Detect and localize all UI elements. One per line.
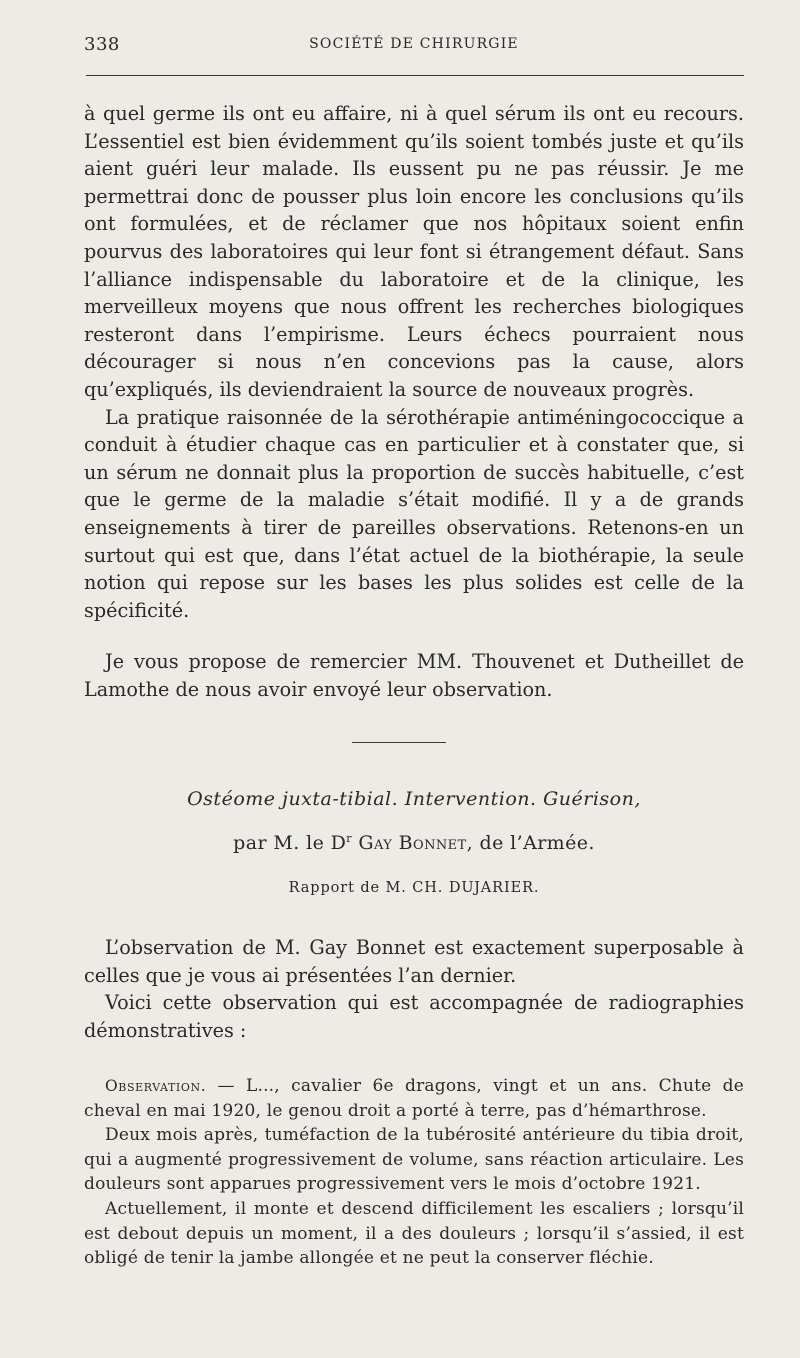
- paragraph: La pratique raisonnée de la sérothérapie antiméningococcique a conduit à étudier chaque cas en particulier et à constater que, si un sérum ne donnait plus la proportion de succès habituelle, c’est que le germe de la maladie s’était modifié. Il y a de grands enseignements à tirer de pareilles observations. Retenons-en un surtout qui est que, dans l’état actuel de la biothérapie, la seule notion qui repose sur les bases les plus solides est celle de la spécificité.: [84, 405, 744, 622]
- byline-suffix: , de l’Armée.: [466, 832, 595, 854]
- paragraph: Actuellement, il monte et descend difficilement les escaliers ; lorsqu’il est debout depuis un moment, il a des douleurs ; lorsqu’il s’assied, il est obligé de tenir la jambe allongée et ne peut la conserver fléchie.: [84, 1198, 744, 1269]
- page-header: [84, 34, 744, 60]
- report-intro: [84, 934, 744, 1044]
- paragraph: L’observation de M. Gay Bonnet est exactement superposable à celles que je vous ai présentées l’an dernier.: [84, 936, 744, 987]
- observation-first-text: — L..., cavalier 6e dragons, vingt et un ans. Chute de cheval en mai 1920, le genou droit a porté à terre, pas d’hémarthrose.: [84, 1076, 744, 1121]
- closing-remark: [84, 648, 744, 703]
- author-name: Gay Bonnet: [358, 832, 467, 854]
- paragraph: Deux mois après, tuméfaction de la tubérosité antérieure du tibia droit, qui a augmenté progressivement de volume, sans réaction articulaire. Les douleurs sont apparues progressivement vers le mois d’octobre 1921.: [84, 1125, 744, 1195]
- paragraph: à quel germe ils ont eu affaire, ni à quel sérum ils ont eu recours. L’essentiel est bien évidemment qu’ils soient tombés juste et qu’ils aient guéri leur malade. Ils eussent pu ne pas réussir. Je me permettrai donc de pousser plus loin encore les conclusions qu’ils ont formulées, et de réclamer que nos hôpitaux soient enfin pourvus des laboratoires qui leur font si étrangement défaut. Sans l’alliance indispensable du laboratoire et de la clinique, les merveilleux moyens que nous offrent les recherches biologiques resteront dans l’empirisme. Leurs échecs pourraient nous décourager si nous n’en concevions pas la cause, alors qu’expliqués, ils deviendraient la source de nouveaux progrès.: [84, 102, 744, 401]
- observation-first-paragraph: [84, 1074, 744, 1123]
- article-byline: [84, 832, 744, 854]
- observation-block: [84, 1074, 744, 1271]
- running-head: SOCIÉTÉ DE CHIRURGIE: [309, 36, 519, 52]
- byline-prefix: par M. le D: [233, 832, 347, 854]
- article-title: Ostéome juxta-tibial. Intervention. Guérison,: [187, 788, 641, 810]
- observation-label: Observation.: [105, 1077, 207, 1095]
- header-rule: [86, 75, 744, 76]
- page-number: 338: [84, 34, 120, 55]
- report-author: Rapport de M. CH. DUJARIER.: [288, 880, 540, 896]
- report-continuation: [84, 100, 744, 624]
- byline-sup: r: [346, 832, 352, 845]
- paragraph: Voici cette observation qui est accompagnée de radiographies démonstratives :: [84, 991, 744, 1042]
- section-divider: [352, 742, 446, 743]
- paragraph: Je vous propose de remercier MM. Thouvenet et Dutheillet de Lamothe de nous avoir envoyé leur observation.: [84, 650, 744, 701]
